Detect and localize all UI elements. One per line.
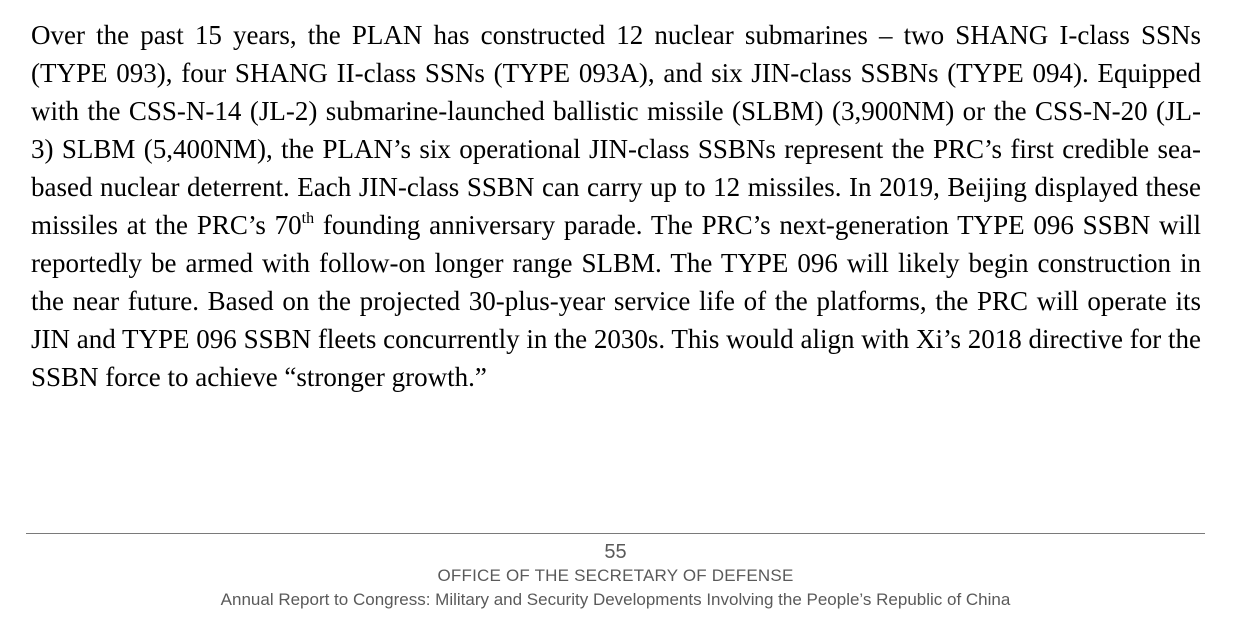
- footer-office-name: OFFICE OF THE SECRETARY OF DEFENSE: [437, 566, 794, 585]
- footer-divider: [26, 533, 1205, 534]
- page-number: 55: [604, 541, 627, 563]
- paragraph-text-part2: founding anniversary parade. The PRC’s next-generation TYPE 096 SSBN will reportedly be armed with follow-on longer range SLBM. The TYPE 096 will likely begin construction in the near future. Based on the projected 30-plus-year service life of the platforms, the PRC will operate its JIN and TYPE 096 SSBN fleets concurrently in the 2030s. This would align with Xi’s 2018 directive for the SSBN force to achieve “stronger growth.”: [31, 210, 1201, 392]
- paragraph-text-part1: Over the past 15 years, the PLAN has constructed 12 nuclear submarines – two SHANG I-class SSNs (TYPE 093), four SHANG II-class SSNs (TYPE 093A), and six JIN-class SSBNs (TYPE 094). Equipped with the CSS-N-14 (JL-2) submarine-launched ballistic missile (SLBM) (3,900NM) or the CSS-N-20 (JL-3) SLBM (5,400NM), the PLAN’s six operational JIN-class SSBNs represent the PRC’s first credible sea-based nuclear deterrent. Each JIN-class SSBN can carry up to 12 missiles. In 2019, Beijing displayed these missiles at the PRC’s 70: [31, 20, 1201, 240]
- ordinal-superscript: th: [301, 210, 315, 227]
- body-paragraph: [31, 16, 1201, 396]
- footer-report-title: Annual Report to Congress: Military and Security Developments Involving the People’s Republic of China: [220, 590, 1011, 609]
